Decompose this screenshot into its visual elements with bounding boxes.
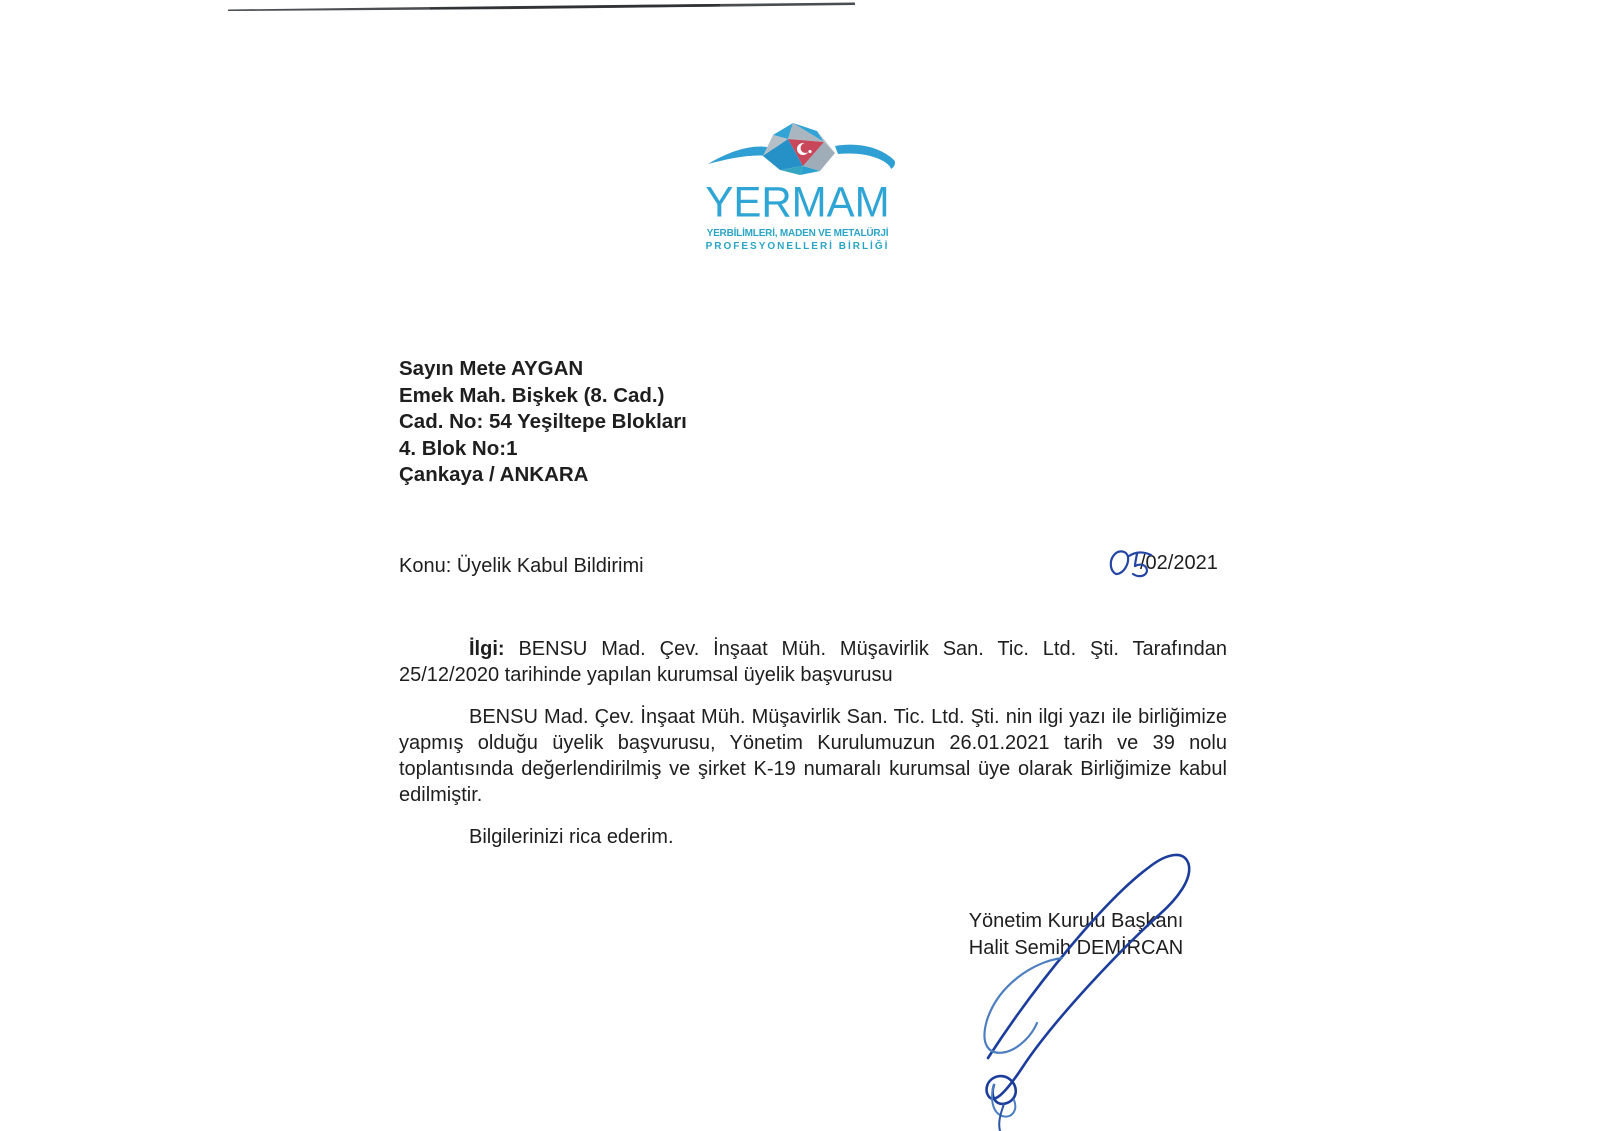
org-logo xyxy=(690,116,905,253)
reference-label: İlgi: xyxy=(469,638,505,660)
logo-subtitle-line2: PROFESYONELLERİ BİRLİĞİ xyxy=(705,241,890,252)
gem-logo-icon xyxy=(690,116,905,186)
signature-title: Yönetim Kurulu Başkanı xyxy=(968,910,1184,932)
body-paragraph xyxy=(399,704,1227,808)
closing-line: Bilgilerinizi rica ederim. xyxy=(469,826,674,848)
date-typed: /02/2021 xyxy=(1140,552,1218,574)
signature-ink-icon xyxy=(940,830,1210,1131)
subject-line: Konu: Üyelik Kabul Bildirimi xyxy=(399,555,644,577)
body-line: BENSU Mad. Çev. İnşaat Müh. Müşavirlik San. Tic. Ltd. Şti. nin ilgi yazı ile birliğimize xyxy=(469,706,1227,728)
reference-line: İlgi: BENSU Mad. Çev. İnşaat Müh. Müşavirlik San. Tic. Ltd. Şti. Tarafından xyxy=(469,638,1227,660)
handwritten-day xyxy=(1104,544,1156,586)
recipient-line: Cad. No: 54 Yeşiltepe Blokları xyxy=(399,410,687,433)
recipient-line: 4. Blok No:1 xyxy=(399,436,518,460)
logo-swoosh-right-icon xyxy=(835,145,895,169)
gem-facets xyxy=(763,123,835,175)
reference-line: 25/12/2020 tarihinde yapılan kurumsal üyelik başvurusu xyxy=(399,664,893,686)
reference-paragraph xyxy=(399,636,1227,688)
recipient-address-block xyxy=(399,356,899,489)
body-line: toplantısında değerlendirilmiş ve şirket K-19 numaralı kurumsal üye olarak Birliğimize kabul xyxy=(399,758,1227,780)
recipient-line: Sayın Mete AYGAN xyxy=(399,357,584,380)
scan-artifact-line xyxy=(0,0,1600,16)
recipient-line: Emek Mah. Bişkek (8. Cad.) xyxy=(399,383,665,407)
body-line: edilmiştir. xyxy=(399,784,483,806)
body-line: yapmış olduğu üyelik başvurusu, Yönetim Kurulumuzun 26.01.2021 tarih ve 39 nolu xyxy=(399,732,1227,754)
recipient-line: Çankaya / ANKARA xyxy=(399,463,589,486)
logo-wordmark: YERMAM xyxy=(705,177,890,226)
signature-name: Halit Semih DEMİRCAN xyxy=(968,936,1184,959)
logo-subtitle-line1: YERBİLİMLERİ, MADEN VE METALÜRJİ xyxy=(706,228,889,239)
